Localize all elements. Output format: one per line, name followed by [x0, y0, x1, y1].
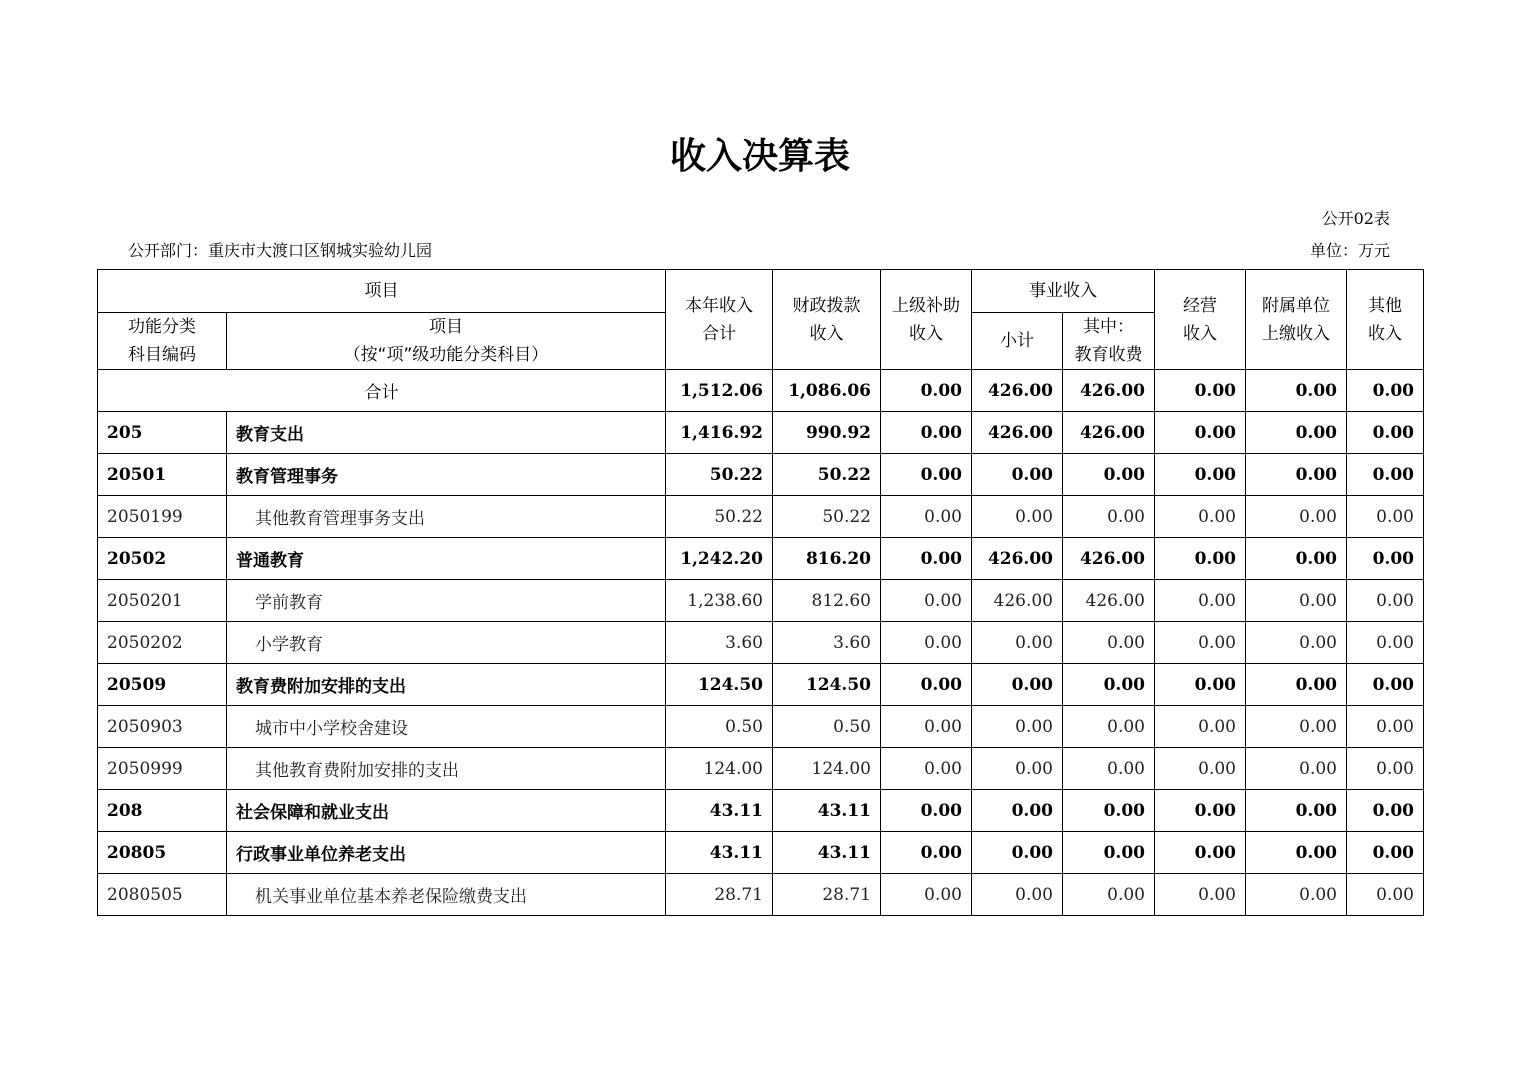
row-code: 205: [98, 412, 227, 454]
row-value: 0.00: [1246, 622, 1347, 664]
header-other: 其他 收入: [1347, 270, 1424, 370]
row-value: 0.00: [1063, 874, 1155, 916]
row-value: 0.00: [1246, 580, 1347, 622]
row-value: 0.00: [1347, 454, 1424, 496]
row-value: 0.00: [1155, 706, 1246, 748]
row-value: 0.00: [1063, 454, 1155, 496]
row-code: 20501: [98, 454, 227, 496]
row-value: 1,416.92: [666, 412, 773, 454]
row-value: 0.00: [1155, 538, 1246, 580]
row-name: 普通教育: [227, 538, 666, 580]
row-value: 0.00: [1347, 664, 1424, 706]
row-value: 43.11: [773, 832, 881, 874]
row-value: 43.11: [666, 832, 773, 874]
row-value: 3.60: [773, 622, 881, 664]
header-total: 本年收入 合计: [666, 270, 773, 370]
row-value: 124.50: [773, 664, 881, 706]
table-row: [98, 748, 1424, 790]
row-value: 0.00: [972, 748, 1063, 790]
row-value: 426.00: [1063, 580, 1155, 622]
row-value: 0.00: [972, 454, 1063, 496]
header-project: 项目: [98, 270, 666, 313]
table-row: [98, 790, 1424, 832]
header-operating: 经营 收入: [1155, 270, 1246, 370]
income-table: [97, 269, 1424, 916]
row-value: 0.00: [972, 664, 1063, 706]
row-value: 426.00: [972, 580, 1063, 622]
row-value: 0.00: [1246, 664, 1347, 706]
row-code: 2050903: [98, 706, 227, 748]
table-row: [98, 538, 1424, 580]
row-code: 2080505: [98, 874, 227, 916]
total-label: 合计: [98, 370, 666, 412]
total-cell: 426.00: [1063, 370, 1155, 412]
row-value: 426.00: [1063, 538, 1155, 580]
row-value: 0.00: [1063, 748, 1155, 790]
row-name: 行政事业单位养老支出: [227, 832, 666, 874]
row-value: 0.00: [1246, 412, 1347, 454]
row-value: 0.00: [1347, 580, 1424, 622]
row-value: 0.00: [1155, 874, 1246, 916]
row-value: 28.71: [666, 874, 773, 916]
row-value: 0.00: [1063, 496, 1155, 538]
row-value: 0.00: [1155, 622, 1246, 664]
row-code: 2050201: [98, 580, 227, 622]
total-cell: 1,512.06: [666, 370, 773, 412]
row-value: 0.00: [972, 874, 1063, 916]
row-value: 0.00: [1246, 790, 1347, 832]
row-value: 0.00: [881, 538, 972, 580]
table-number: 公开02表: [1321, 209, 1390, 228]
unit-label: 单位：万元: [1309, 241, 1390, 260]
row-name: 学前教育: [227, 580, 666, 622]
table-row: [98, 496, 1424, 538]
row-value: 0.00: [881, 664, 972, 706]
row-value: 0.00: [1347, 832, 1424, 874]
row-value: 0.00: [972, 496, 1063, 538]
row-code: 208: [98, 790, 227, 832]
row-value: 1,238.60: [666, 580, 773, 622]
table-row: [98, 454, 1424, 496]
table-row: [98, 580, 1424, 622]
row-value: 0.00: [1347, 538, 1424, 580]
row-name: 教育支出: [227, 412, 666, 454]
page-title: 收入决算表: [669, 136, 850, 177]
row-value: 0.00: [881, 790, 972, 832]
row-value: 0.00: [1246, 538, 1347, 580]
row-value: 124.00: [773, 748, 881, 790]
row-value: 0.00: [1246, 706, 1347, 748]
total-cell: 0.00: [881, 370, 972, 412]
row-value: 0.00: [1347, 496, 1424, 538]
header-superior: 上级补助 收入: [881, 270, 972, 370]
row-value: 0.00: [1155, 748, 1246, 790]
row-value: 50.22: [773, 496, 881, 538]
row-code: 2050199: [98, 496, 227, 538]
row-name: 其他教育费附加安排的支出: [227, 748, 666, 790]
row-value: 1,242.20: [666, 538, 773, 580]
header-func-code: 功能分类 科目编码: [98, 313, 227, 370]
row-name: 小学教育: [227, 622, 666, 664]
row-name: 社会保障和就业支出: [227, 790, 666, 832]
table-row: [98, 664, 1424, 706]
row-code: 20502: [98, 538, 227, 580]
row-value: 50.22: [773, 454, 881, 496]
row-value: 0.00: [1246, 874, 1347, 916]
row-value: 0.00: [881, 832, 972, 874]
row-value: 0.50: [666, 706, 773, 748]
row-value: 812.60: [773, 580, 881, 622]
row-value: 0.00: [1063, 706, 1155, 748]
row-value: 0.00: [1155, 412, 1246, 454]
row-value: 0.00: [1246, 496, 1347, 538]
header-affiliated: 附属单位 上缴收入: [1246, 270, 1347, 370]
row-value: 0.00: [881, 748, 972, 790]
table-row: [98, 622, 1424, 664]
row-value: 0.00: [1246, 748, 1347, 790]
table-header: [98, 270, 1424, 370]
row-value: 0.00: [1155, 664, 1246, 706]
row-value: 0.00: [1347, 790, 1424, 832]
row-value: 0.00: [1155, 790, 1246, 832]
row-value: 0.00: [881, 622, 972, 664]
row-value: 124.00: [666, 748, 773, 790]
row-value: 50.22: [666, 454, 773, 496]
table-body: [98, 370, 1424, 916]
row-value: 0.00: [972, 832, 1063, 874]
total-cell: 1,086.06: [773, 370, 881, 412]
row-value: 0.00: [972, 706, 1063, 748]
total-cell: 0.00: [1246, 370, 1347, 412]
row-name: 城市中小学校舍建设: [227, 706, 666, 748]
row-value: 0.00: [1347, 874, 1424, 916]
row-code: 2050999: [98, 748, 227, 790]
row-value: 0.00: [881, 706, 972, 748]
total-cell: 0.00: [1347, 370, 1424, 412]
row-value: 43.11: [666, 790, 773, 832]
table-row: [98, 706, 1424, 748]
table-row: [98, 874, 1424, 916]
row-name: 机关事业单位基本养老保险缴费支出: [227, 874, 666, 916]
row-name: 其他教育管理事务支出: [227, 496, 666, 538]
row-name: 教育管理事务: [227, 454, 666, 496]
table-row: [98, 832, 1424, 874]
header-subtotal: 小计: [972, 313, 1063, 370]
row-value: 3.60: [666, 622, 773, 664]
row-value: 28.71: [773, 874, 881, 916]
row-value: 0.00: [972, 790, 1063, 832]
row-value: 0.00: [881, 496, 972, 538]
row-value: 0.00: [1063, 622, 1155, 664]
row-value: 0.00: [1155, 580, 1246, 622]
row-value: 0.00: [1347, 706, 1424, 748]
row-value: 0.00: [1347, 748, 1424, 790]
row-value: 0.00: [1347, 622, 1424, 664]
row-value: 426.00: [972, 412, 1063, 454]
header-fiscal: 财政拨款 收入: [773, 270, 881, 370]
row-value: 0.00: [1155, 496, 1246, 538]
department-label: 公开部门：重庆市大渡口区钢城实验幼儿园: [128, 241, 433, 260]
row-value: 0.00: [1246, 454, 1347, 496]
row-value: 0.00: [1155, 454, 1246, 496]
row-value: 0.00: [881, 412, 972, 454]
header-business: 事业收入: [972, 270, 1155, 313]
row-value: 0.00: [881, 454, 972, 496]
row-value: 816.20: [773, 538, 881, 580]
row-value: 426.00: [1063, 412, 1155, 454]
row-name: 教育费附加安排的支出: [227, 664, 666, 706]
row-code: 20509: [98, 664, 227, 706]
row-value: 43.11: [773, 790, 881, 832]
row-value: 0.00: [1063, 664, 1155, 706]
header-item: 项目 （按“项”级功能分类科目）: [227, 313, 666, 370]
row-value: 0.00: [881, 874, 972, 916]
row-code: 2050202: [98, 622, 227, 664]
table-row: [98, 412, 1424, 454]
row-value: 0.00: [1246, 832, 1347, 874]
total-cell: 0.00: [1155, 370, 1246, 412]
row-value: 124.50: [666, 664, 773, 706]
row-value: 0.00: [1063, 790, 1155, 832]
row-value: 0.50: [773, 706, 881, 748]
header-of-which: 其中： 教育收费: [1063, 313, 1155, 370]
row-code: 20805: [98, 832, 227, 874]
row-value: 50.22: [666, 496, 773, 538]
row-value: 0.00: [1063, 832, 1155, 874]
row-value: 990.92: [773, 412, 881, 454]
row-value: 426.00: [972, 538, 1063, 580]
row-value: 0.00: [1347, 412, 1424, 454]
row-value: 0.00: [972, 622, 1063, 664]
total-cell: 426.00: [972, 370, 1063, 412]
row-value: 0.00: [1155, 832, 1246, 874]
total-row: [98, 370, 1424, 412]
row-value: 0.00: [881, 580, 972, 622]
